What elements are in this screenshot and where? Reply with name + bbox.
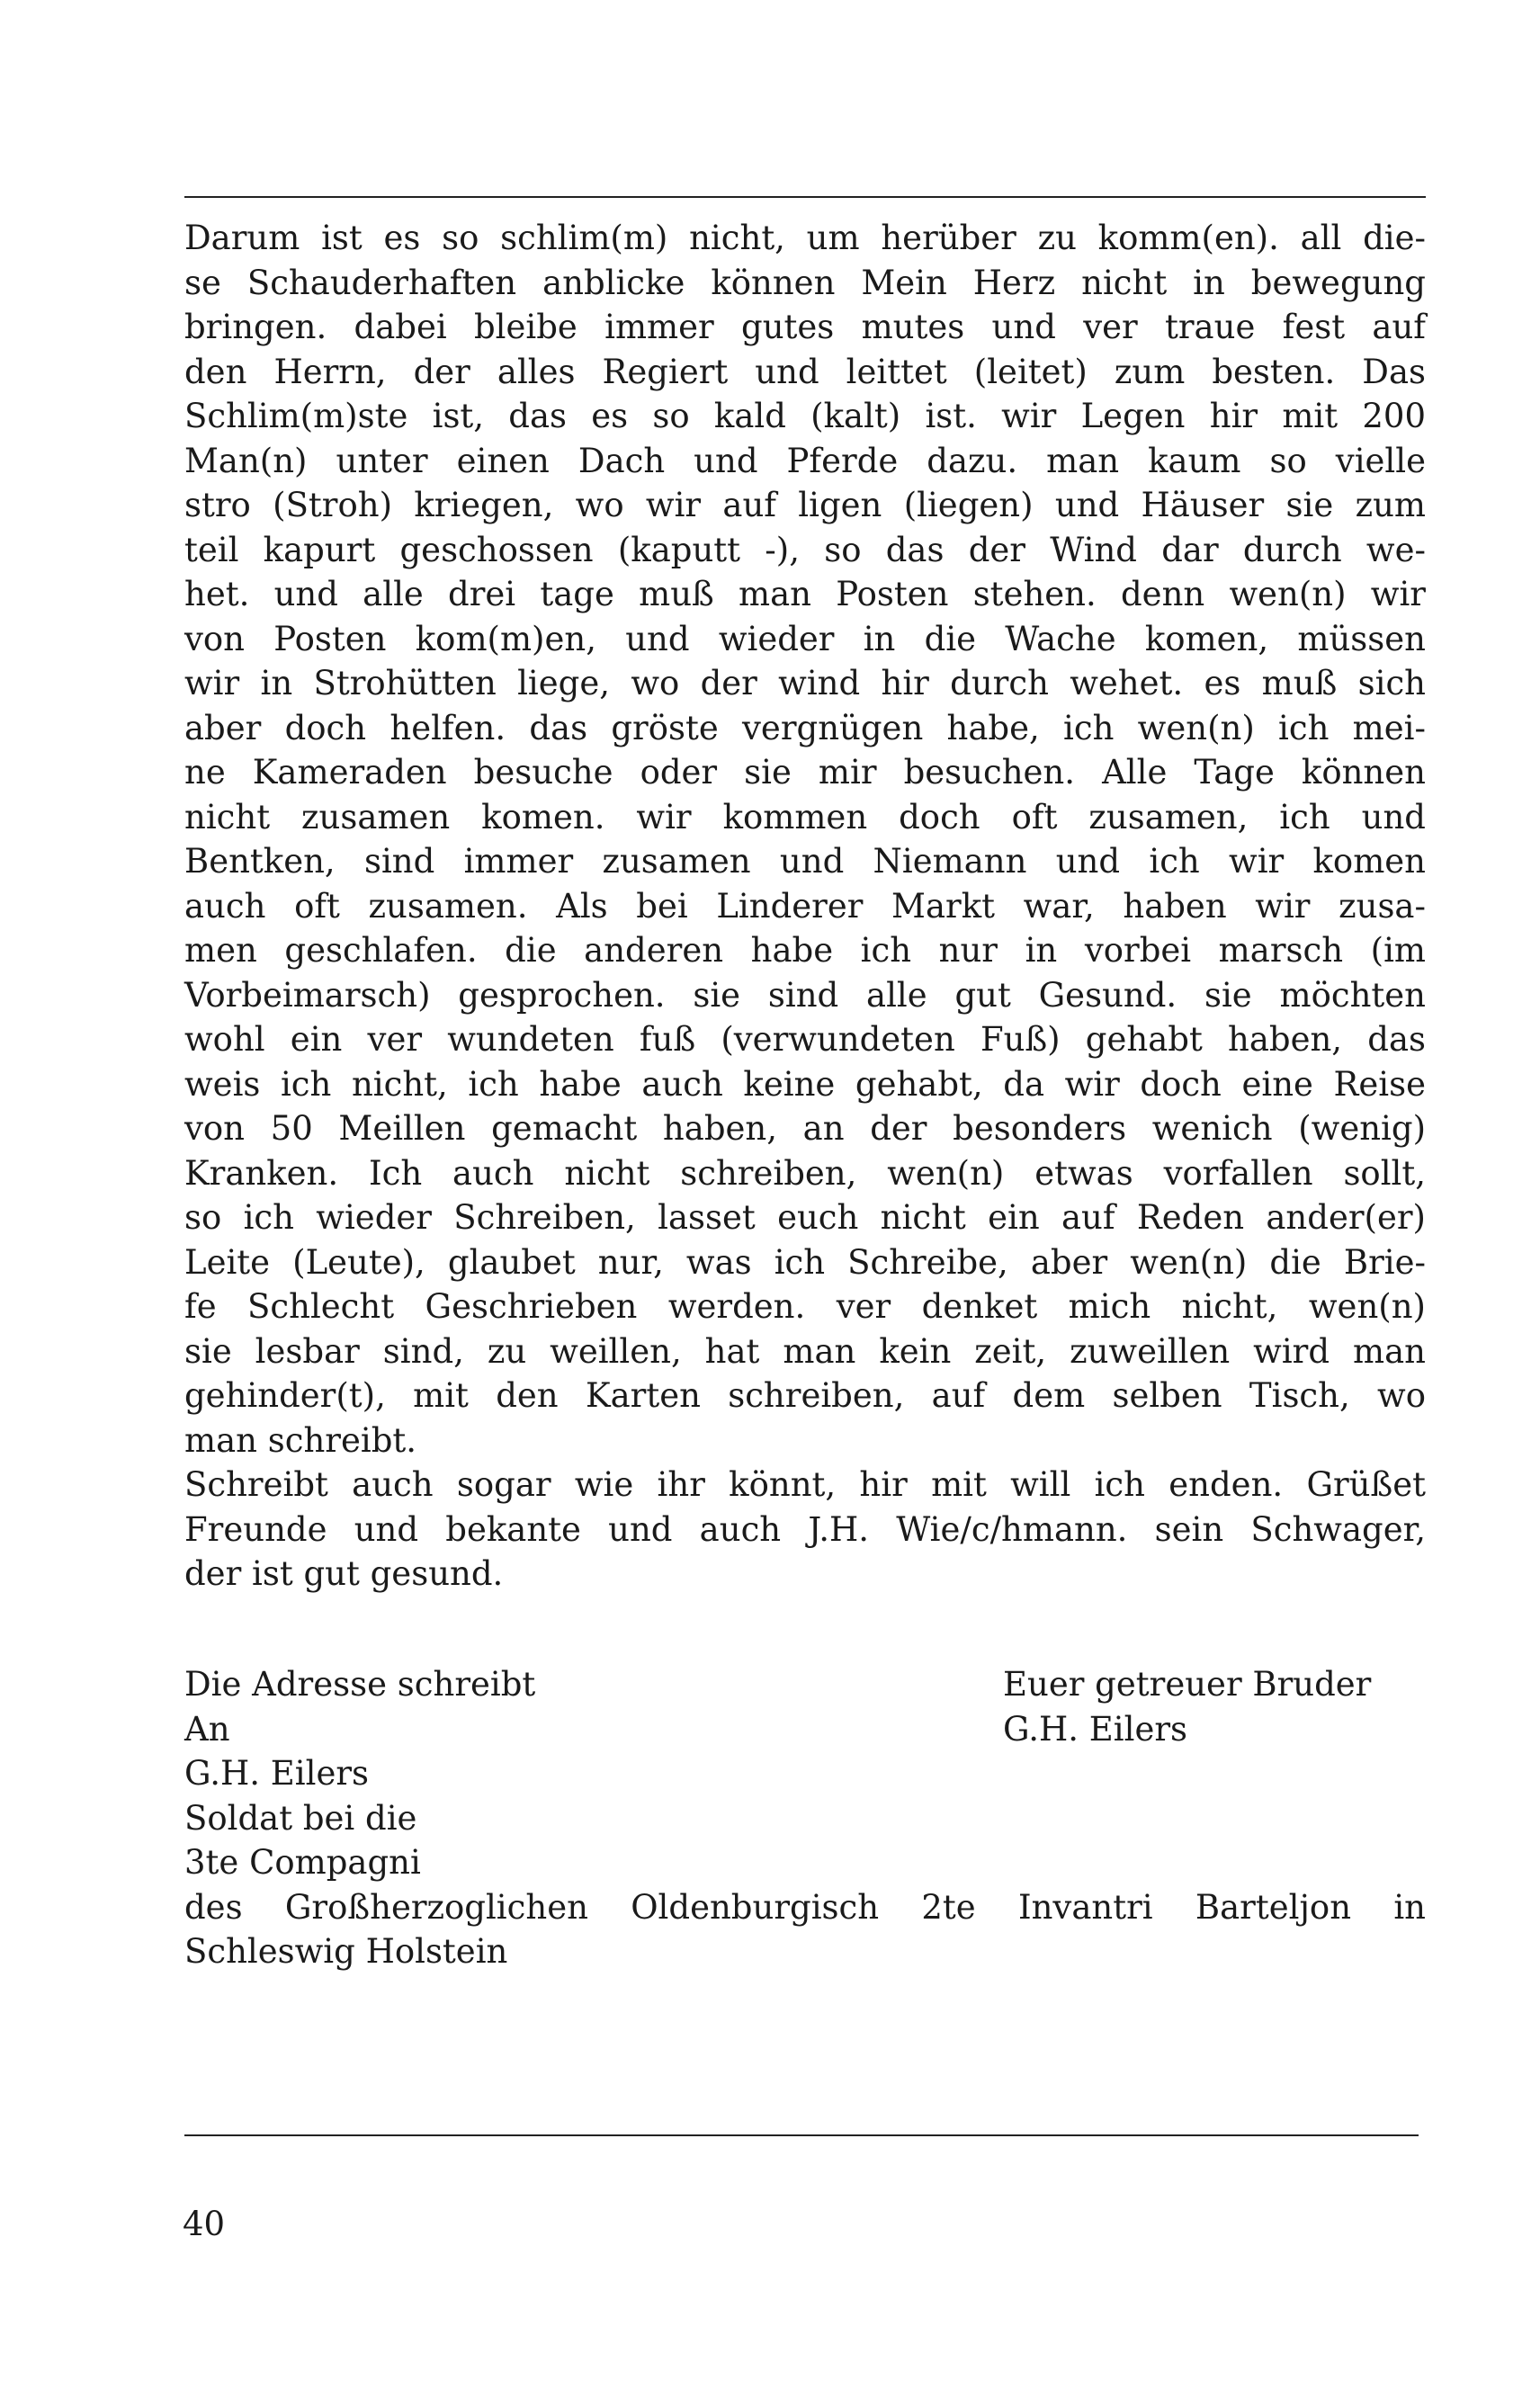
address-block [184,1662,535,1885]
letter-line: den Herrn, der alles Regiert und leittet (leitet) zum besten. Das [184,352,1426,391]
letter-line: Schlim(m)ste ist, das es so kald (kalt) ist. wir Legen hir mit 200 [184,397,1426,435]
letter-line: nicht zusamen komen. wir kommen doch oft zusamen, ich und [184,797,1426,837]
letter-line: Schreibt auch sogar wie ihr könnt, hir mit will ich enden. Grüßet [184,1465,1426,1504]
letter-line: so ich wieder Schreiben, lasset euch nicht ein auf Reden ander(er) [184,1198,1426,1237]
letter-body [184,216,1426,1597]
letter-line: auch oft zusamen. Als bei Linderer Markt war, haben wir zusa- [184,886,1426,926]
letter-line: von Posten kom(m)en, und wieder in die Wache komen, müssen [184,619,1426,658]
address-line: 3te Compagni [184,1843,421,1882]
letter-line: der ist gut gesund. [184,1554,504,1593]
letter-line: wohl ein ver wundeten fuß (verwundeten Fuß) gehabt haben, das [184,1020,1426,1059]
letter-line: se Schauderhaften anblicke können Mein Herz nicht in bewegung [184,263,1426,302]
letter-line: sie lesbar sind, zu weillen, hat man kein zeit, zuweillen wird man [184,1331,1426,1371]
letter-line: Darum ist es so schlim(m) nicht, um herüber zu komm(en). all die- [184,219,1426,257]
letter-line: aber doch helfen. das gröste vergnügen habe, ich wen(n) ich mei- [184,708,1426,747]
letter-line: weis ich nicht, ich habe auch keine gehabt, da wir doch eine Reise [184,1064,1426,1104]
signature-block [1003,1662,1426,1751]
letter-line: men geschlafen. die anderen habe ich nur in vorbei marsch (im [184,931,1426,970]
letter-line: teil kapurt geschossen (kaputt -), so das der Wind dar durch we- [184,530,1426,569]
top-rule [184,196,1426,198]
letter-line: ne Kameraden besuche oder sie mir besuchen. Alle Tage können [184,753,1426,792]
letter-line: Bentken, sind immer zusamen und Niemann und ich wir komen [184,842,1426,881]
letter-line: wir in Strohütten liege, wo der wind hir durch wehet. es muß sich [184,664,1426,702]
letter-line: von 50 Meillen gemacht haben, an der besonders wenich (wenig) [184,1109,1426,1148]
bottom-rule [184,2134,1419,2136]
letter-line: Leite (Leute), glaubet nur, was ich Schreibe, aber wen(n) die Brie- [184,1242,1426,1282]
letter-line: gehinder(t), mit den Karten schreiben, auf dem selben Tisch, wo [184,1376,1426,1415]
letter-line: Freunde und bekante und auch J.H. Wie/c/hmann. sein Schwager, [184,1509,1426,1549]
address-line: An [184,1709,230,1749]
letter-line: fe Schlecht Geschrieben werden. ver denket mich nicht, wen(n) [184,1287,1426,1326]
address-line: Die Adresse schreibt [184,1665,536,1704]
address-line: Soldat bei die [184,1798,417,1838]
address-line: G.H. Eilers [184,1754,370,1793]
signature-line: G.H. Eilers [1003,1709,1188,1749]
page-number: 40 [183,2205,226,2243]
signature-line: Euer getreuer Bruder [1003,1665,1372,1704]
address-last-line: Schleswig Holstein [184,1932,508,1971]
letter-line: Kranken. Ich auch nicht schreiben, wen(n) etwas vorfallen sollt, [184,1153,1426,1193]
address-long-line: des Großherzoglichen Oldenburgisch 2te Invantri Barteljon in [184,1887,1426,1927]
letter-line: het. und alle drei tage muß man Posten stehen. denn wen(n) wir [184,575,1426,613]
letter-line: stro (Stroh) kriegen, wo wir auf ligen (liegen) und Häuser sie zum [184,486,1426,524]
letter-line: bringen. dabei bleibe immer gutes mutes und ver traue fest auf [184,308,1426,346]
letter-line: Vorbeimarsch) gesprochen. sie sind alle gut Gesund. sie möchten [184,975,1426,1015]
letter-line: man schreibt. [184,1420,417,1460]
letter-line: Man(n) unter einen Dach und Pferde dazu. man kaum so vielle [184,441,1426,480]
